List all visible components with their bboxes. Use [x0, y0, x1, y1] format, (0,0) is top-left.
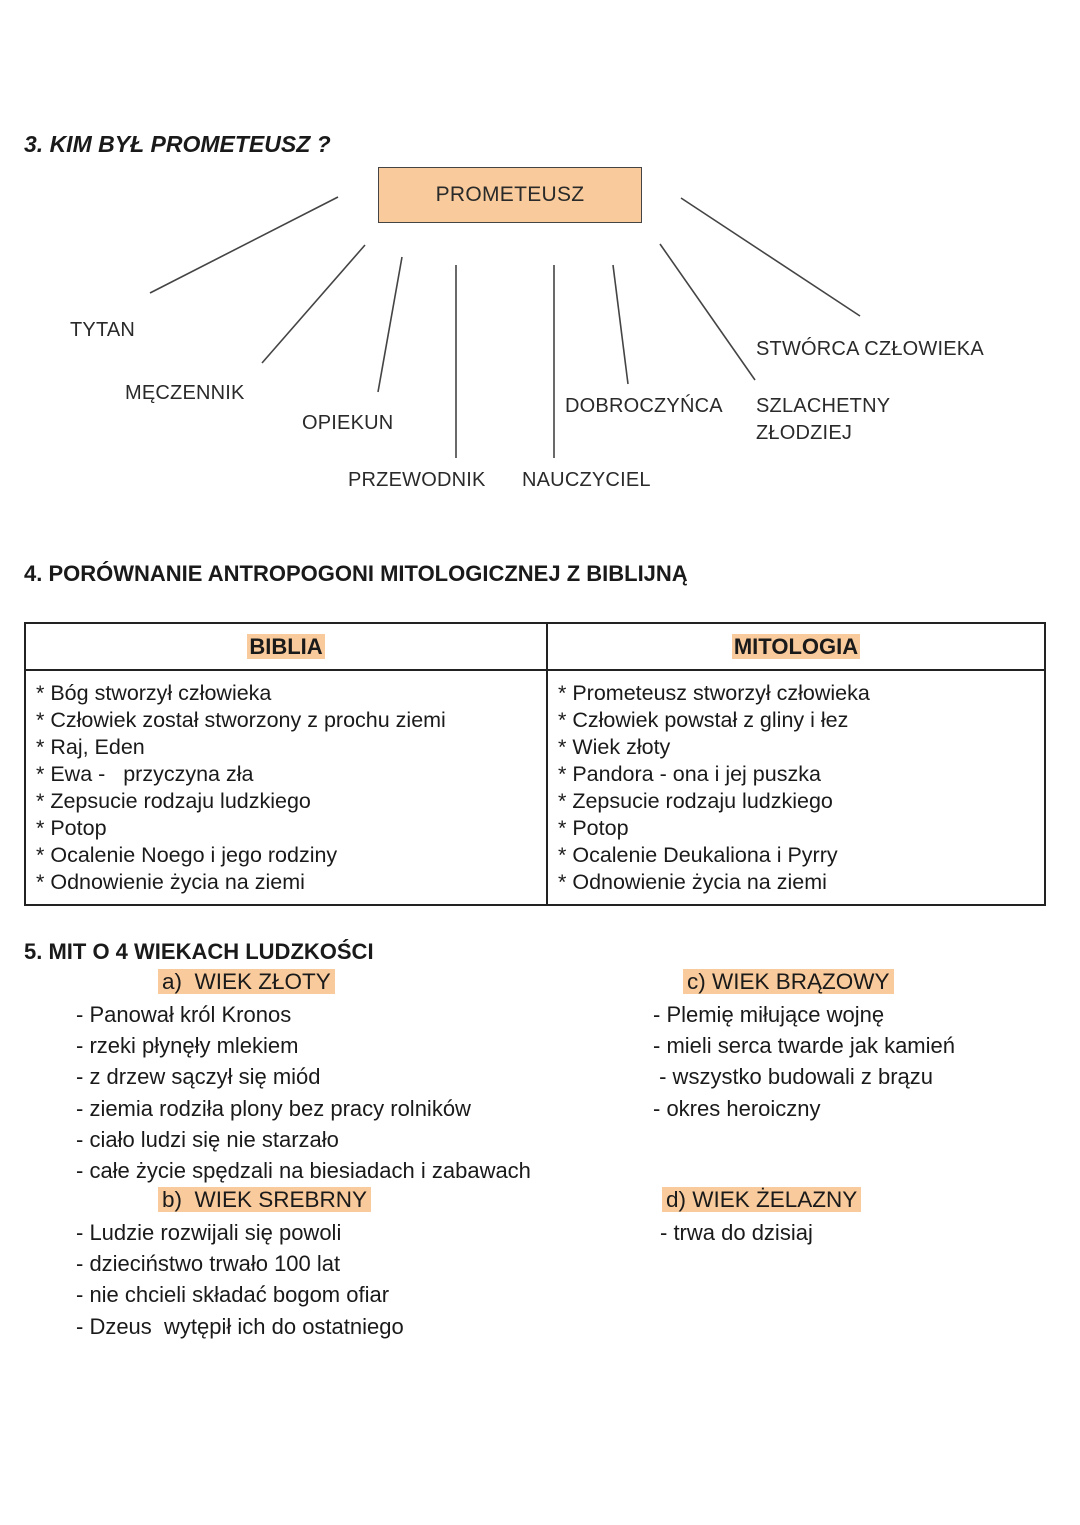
list-item: * Odnowienie życia na ziemi	[558, 870, 827, 894]
list-item: - Plemię miłujące wojnę	[653, 1002, 885, 1027]
age-d-list	[660, 1217, 813, 1248]
list-item: - ziemia rodziła plony bez pracy rolników	[76, 1095, 471, 1121]
list-item: - ciało ludzi się nie starzało	[76, 1126, 339, 1152]
mitologia-cell	[547, 670, 1045, 905]
list-item: - z drzew sączył się miód	[76, 1064, 321, 1090]
list-item: * Ewa - przyczyna zła	[36, 762, 254, 786]
list-item: - okres heroiczny	[653, 1095, 821, 1121]
list-item: * Odnowienie życia na ziemi	[36, 870, 305, 894]
list-item: * Ocalenie Deukaliona i Pyrry	[558, 843, 838, 867]
header-mitologia: MITOLOGIA	[547, 623, 1045, 670]
age-c-heading: c) WIEK BRĄZOWY	[683, 969, 894, 995]
age-a-list	[76, 999, 531, 1186]
list-item: - dzieciństwo trwało 100 lat	[76, 1251, 341, 1277]
age-a-heading: a) WIEK ZŁOTY	[158, 969, 335, 995]
list-item: * Zepsucie rodzaju ludzkiego	[558, 789, 833, 813]
connector-dobroczynca	[613, 265, 628, 384]
table-header-row	[25, 623, 1045, 670]
label-tytan: TYTAN	[70, 319, 136, 341]
list-item: * Raj, Eden	[36, 735, 145, 759]
age-c-list	[653, 999, 955, 1124]
label-nauczyciel: NAUCZYCIEL	[522, 469, 651, 491]
list-item: * Wiek złoty	[558, 735, 671, 759]
section4-title: 4. PORÓWNANIE ANTROPOGONI MITOLOGICZNEJ Z BIBLIJNĄ	[24, 561, 688, 586]
comparison-table	[24, 622, 1046, 906]
label-zlodziej: ZŁODZIEJ	[756, 422, 853, 444]
age-d-heading: d) WIEK ŻELAZNY	[662, 1187, 861, 1213]
age-b-list	[76, 1217, 404, 1342]
list-item: - rzeki płynęły mlekiem	[76, 1033, 299, 1059]
list-item: - Dzeus wytępił ich do ostatniego	[76, 1313, 404, 1339]
list-item: * Prometeusz stworzył człowieka	[558, 681, 870, 705]
connector-tytan	[150, 197, 338, 293]
list-item: - wszystko budowali z brązu	[653, 1064, 933, 1090]
age-b-heading: b) WIEK SREBRNY	[158, 1187, 371, 1213]
list-item: - całe życie spędzali na biesiadach i zabawach	[76, 1158, 531, 1184]
list-item: * Człowiek został stworzony z prochu ziemi	[36, 708, 446, 732]
header-biblia: BIBLIA	[25, 623, 547, 670]
list-item: * Potop	[558, 816, 629, 840]
list-item: - nie chcieli składać bogom ofiar	[76, 1282, 390, 1308]
connector-meczennik	[262, 245, 365, 363]
connector-opiekun	[378, 257, 402, 392]
section5-title: 5. MIT O 4 WIEKACH LUDZKOŚCI	[24, 939, 374, 964]
list-item: * Zepsucie rodzaju ludzkiego	[36, 789, 311, 813]
list-item: - trwa do dzisiaj	[660, 1220, 813, 1245]
list-item: * Potop	[36, 816, 107, 840]
list-item: - Ludzie rozwijali się powoli	[76, 1220, 342, 1245]
prometeusz-box: PROMETEUSZ	[378, 167, 642, 223]
connector-szlachetny-zlodziej	[660, 244, 755, 380]
label-stworca: STWÓRCA CZŁOWIEKA	[756, 338, 984, 360]
table-row	[25, 670, 1045, 905]
label-przewodnik: PRZEWODNIK	[348, 469, 486, 491]
list-item: * Bóg stworzył człowieka	[36, 681, 272, 705]
label-dobroczynca: DOBROCZYŃCA	[565, 395, 723, 417]
label-szlachetny: SZLACHETNY	[756, 395, 891, 417]
mindmap-connectors	[0, 0, 1080, 520]
section3-title: 3. KIM BYŁ PROMETEUSZ ?	[24, 131, 331, 157]
list-item: * Pandora - ona i jej puszka	[558, 762, 821, 786]
list-item: * Człowiek powstał z gliny i łez	[558, 708, 849, 732]
biblia-cell	[25, 670, 547, 905]
label-opiekun: OPIEKUN	[302, 412, 394, 434]
list-item: - mieli serca twarde jak kamień	[653, 1033, 955, 1059]
list-item: * Ocalenie Noego i jego rodziny	[36, 843, 338, 867]
list-item: - Panował król Kronos	[76, 1002, 292, 1027]
connector-stworca	[681, 198, 860, 316]
label-meczennik: MĘCZENNIK	[125, 382, 245, 404]
